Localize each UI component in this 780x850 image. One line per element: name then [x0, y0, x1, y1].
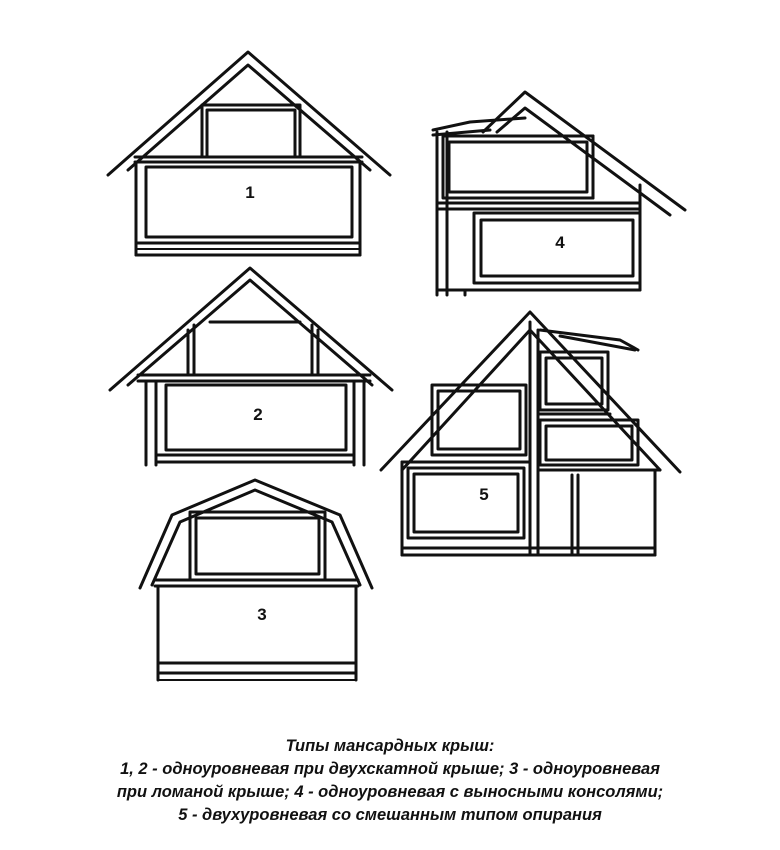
house-5-drawing	[381, 312, 680, 555]
house-4-label: 4	[555, 233, 565, 252]
house-2-drawing	[110, 268, 392, 465]
figure-caption	[0, 735, 780, 827]
house-3-drawing	[140, 480, 372, 680]
house-4-drawing	[433, 92, 685, 295]
house-3-label: 3	[257, 605, 267, 624]
caption-line-3: 5 - двухуровневая со смешанным типом опирания	[178, 806, 602, 824]
caption-line-2: при ломаной крыше; 4 - одноуровневая с выносными консолями;	[116, 783, 664, 801]
caption-title: Типы мансардных крыш:	[285, 737, 495, 755]
house-1-drawing	[108, 52, 390, 255]
caption-line-1: 1, 2 - одноуровневая при двухскатной крыше; 3 - одноуровневая	[120, 760, 660, 778]
house-1-label: 1	[245, 183, 255, 202]
house-5-label: 5	[479, 485, 489, 504]
house-2-label: 2	[253, 405, 263, 424]
